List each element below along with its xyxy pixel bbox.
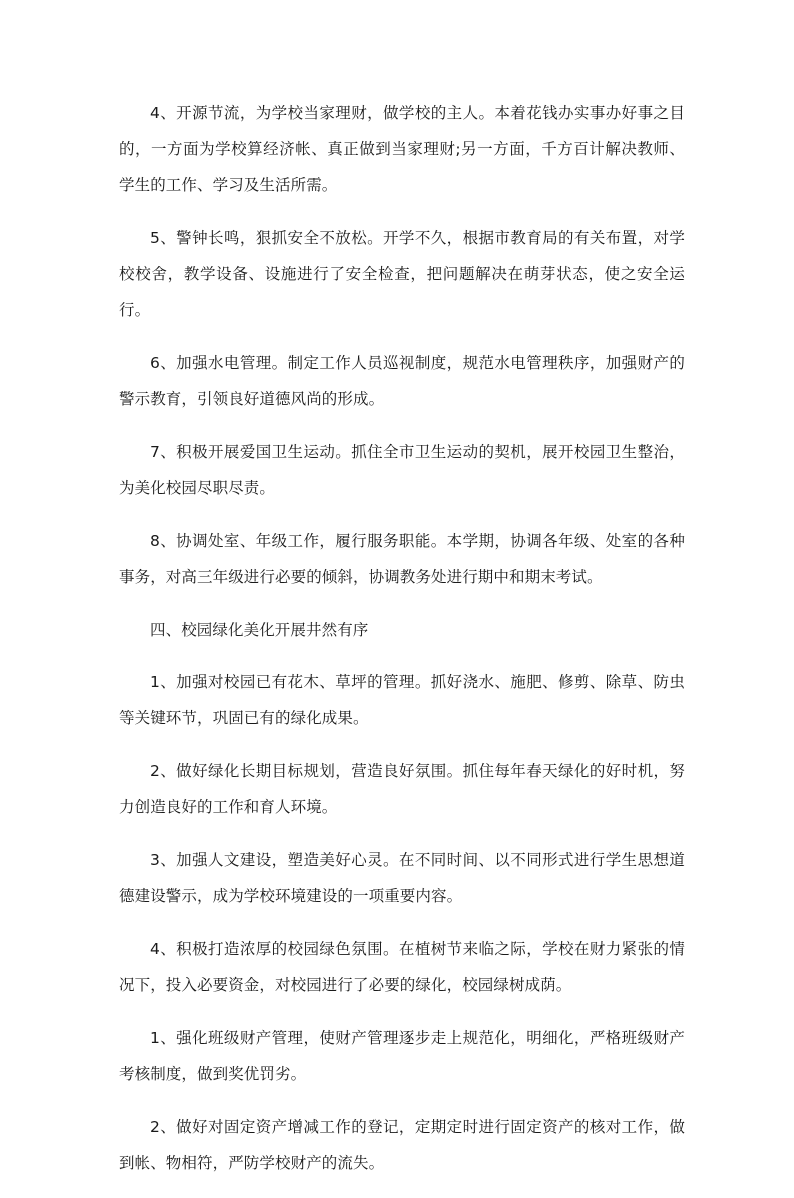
paragraph-greening-4: 4、积极打造浓厚的校园绿色氛围。在植树节来临之际，学校在财力紧张的情况下，投入必要资金，对校园进行了必要的绿化，校园绿树成荫。 — [119, 940, 685, 994]
paragraph-greening-2: 2、做好绿化长期目标规划，营造良好氛围。抓住每年春天绿化的好时机，努力创造良好的工作和育人环境。 — [119, 762, 685, 816]
paragraph-greening-1: 1、加强对校园已有花木、草坪的管理。抓好浇水、施肥、修剪、除草、防虫等关键环节，巩固已有的绿化成果。 — [119, 673, 685, 727]
paragraph-property-2: 2、做好对固定资产增减工作的登记，定期定时进行固定资产的核对工作，做到帐、物相符，严防学校财产的流失。 — [119, 1118, 685, 1172]
paragraph-item-5-safety: 5、警钟长鸣，狠抓安全不放松。开学不久，根据市教育局的有关布置，对学校校舍，教学设备、设施进行了安全检查，把问题解决在萌芽状态，使之安全运行。 — [119, 229, 685, 319]
document-body — [119, 95, 685, 1198]
paragraph-item-8-coordination: 8、协调处室、年级工作，履行服务职能。本学期，协调各年级、处室的各种事务，对高三年级进行必要的倾斜，协调教务处进行期中和期末考试。 — [119, 532, 685, 586]
paragraph-item-6-utilities: 6、加强水电管理。制定工作人员巡视制度，规范水电管理秩序，加强财产的警示教育，引领良好道德风尚的形成。 — [119, 354, 685, 408]
paragraph-item-7-sanitation: 7、积极开展爱国卫生运动。抓住全市卫生运动的契机，展开校园卫生整治，为美化校园尽职尽责。 — [119, 443, 685, 497]
section-heading-greening: 四、校园绿化美化开展井然有序 — [150, 621, 369, 639]
paragraph-property-1: 1、强化班级财产管理，使财产管理逐步走上规范化，明细化，严格班级财产考核制度，做到奖优罚劣。 — [119, 1029, 685, 1083]
paragraph-item-4-budget: 4、开源节流，为学校当家理财，做学校的主人。本着花钱办实事办好事之目的，一方面为学校算经济帐、真正做到当家理财;另一方面，千方百计解决教师、学生的工作、学习及生活所需。 — [119, 104, 685, 194]
paragraph-greening-3: 3、加强人文建设，塑造美好心灵。在不同时间、以不同形式进行学生思想道德建设警示，成为学校环境建设的一项重要内容。 — [119, 851, 685, 905]
